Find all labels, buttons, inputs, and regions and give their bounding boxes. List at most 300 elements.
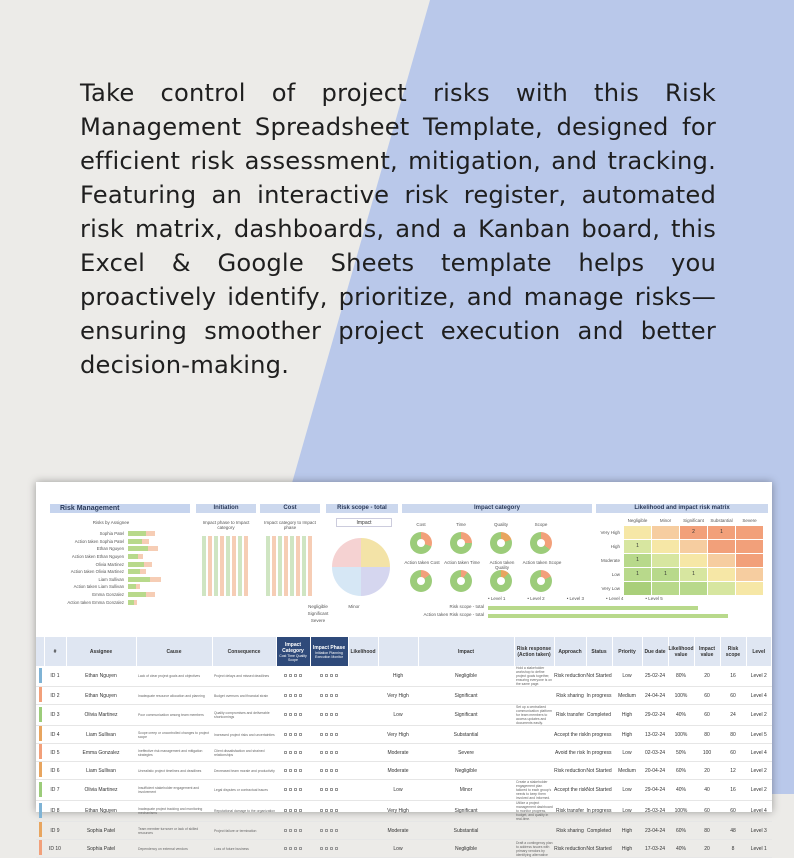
matrix-cell: 1: [624, 554, 651, 567]
cell-status: Not Started: [586, 666, 612, 687]
cell-level: Level 5: [746, 726, 772, 744]
phase-checkbox[interactable]: [325, 809, 328, 812]
category-checkbox[interactable]: [289, 769, 292, 772]
cell-due-date: 24-04-24: [642, 687, 668, 705]
phase-checkbox[interactable]: [330, 829, 333, 832]
phase-checkbox[interactable]: [325, 733, 328, 736]
phase-checkbox[interactable]: [320, 733, 323, 736]
header-assignee: Assignee: [66, 637, 136, 666]
phase-checkbox[interactable]: [330, 674, 333, 677]
phase-checkbox[interactable]: [320, 751, 323, 754]
cell-impact-category: [276, 687, 310, 705]
cell-assignee: Emma Gonzalez: [66, 744, 136, 762]
cell-risk-scope: 80: [720, 726, 746, 744]
matrix-col-label: Negligible: [627, 518, 648, 523]
assignee-label: Action taken Liam Sullivan: [73, 584, 124, 590]
cell-impact-category: [276, 801, 310, 822]
cell-priority: Medium: [612, 687, 642, 705]
cell-assignee: Olivia Martinez: [66, 705, 136, 726]
cell-approach: Risk reduction: [554, 840, 586, 858]
assignee-bar: [144, 562, 152, 567]
matrix-cell: [652, 554, 679, 567]
level-legend-item: • Level 5: [645, 596, 663, 601]
cell-response: Utilize a project management dashboard to monitor progress, budget, and quality in real-time.: [516, 801, 553, 821]
cell-risk-scope: 8: [720, 840, 746, 858]
cell-response: Set up a centralized communication platform for team members to access updates and documents easily.: [516, 705, 552, 725]
cell-spacer: [348, 705, 378, 726]
cell-approach: Accept the risk: [554, 726, 586, 744]
cell-cause: Scope creep or uncontrolled changes to project scope: [136, 726, 212, 744]
cell-consequence: Decreased team morale and productivity: [212, 762, 276, 780]
phase-checkbox[interactable]: [320, 769, 323, 772]
section-scope-total: Risk scope - total: [326, 504, 398, 513]
category-checkbox[interactable]: [299, 809, 302, 812]
category-checkbox[interactable]: [284, 847, 287, 850]
table-row[interactable]: [36, 822, 772, 840]
cell-cause: Inadequate resource allocation and planning: [136, 687, 212, 705]
row-flag: [39, 687, 42, 702]
header-level: Level: [746, 637, 772, 666]
cell-impact-category: [276, 666, 310, 687]
cell-response: Hold a stakeholder workshop to define project goals together, ensuring everyone is on the same page.: [516, 666, 553, 686]
matrix-cell: 1: [680, 568, 707, 581]
spreadsheet-preview: [36, 482, 772, 857]
phase-checkbox[interactable]: [320, 788, 323, 791]
row-flag-cell: [36, 801, 44, 822]
cell-priority: Low: [612, 666, 642, 687]
category-checkbox[interactable]: [294, 788, 297, 791]
category-checkbox[interactable]: [299, 694, 302, 697]
donut-action-time: [450, 570, 472, 592]
cell-due-date: 29-02-24: [642, 705, 668, 726]
cell-impact: Negligible: [418, 666, 514, 687]
header-impact-phase-title: Impact Phase: [312, 644, 346, 651]
row-flag-cell: [36, 744, 44, 762]
cell-priority: High: [612, 822, 642, 840]
cell-approach: Risk sharing: [554, 822, 586, 840]
phase-checkbox[interactable]: [335, 733, 338, 736]
phase-checkbox[interactable]: [335, 829, 338, 832]
action-quality-label: Action taken Quality: [489, 560, 515, 570]
cell-id: ID 1: [44, 666, 66, 687]
header-response: Risk response (Action taken): [514, 637, 554, 666]
cell-spacer: [348, 744, 378, 762]
donut-quality: [490, 532, 512, 554]
cell-consequence: Increased project risks and uncertainties: [212, 726, 276, 744]
table-row[interactable]: [36, 744, 772, 762]
cell-likelihood-value: 40%: [668, 780, 694, 801]
cell-assignee: Ethan Nguyen: [66, 801, 136, 822]
category-checkbox[interactable]: [289, 694, 292, 697]
matrix-col-label: Substantial: [710, 518, 733, 523]
category-checkbox[interactable]: [299, 751, 302, 754]
assignee-bar: [128, 554, 138, 559]
row-flag: [39, 762, 42, 777]
legend-significant: Significant: [307, 611, 329, 616]
phase-checkbox[interactable]: [330, 847, 333, 850]
cell-response: [514, 762, 554, 780]
cell-approach: Accept the risk: [554, 780, 586, 801]
phase-checkbox[interactable]: [325, 694, 328, 697]
cell-impact-phase: [310, 762, 348, 780]
cell-level: Level 2: [746, 762, 772, 780]
level-legend: [488, 596, 768, 601]
cell-priority: Medium: [612, 762, 642, 780]
cell-impact-category: [276, 744, 310, 762]
category-checkbox[interactable]: [299, 847, 302, 850]
assignee-bar: [150, 577, 161, 582]
stripe-bar: [220, 536, 224, 596]
category-checkbox[interactable]: [299, 829, 302, 832]
matrix-cell: [624, 582, 651, 595]
cell-approach: Risk reduction: [554, 762, 586, 780]
cell-due-date: 13-02-24: [642, 726, 668, 744]
category-checkbox[interactable]: [284, 769, 287, 772]
dashboard-title: Risk Management: [50, 504, 190, 513]
phase-checkbox[interactable]: [335, 713, 338, 716]
cell-status: Not Started: [586, 762, 612, 780]
phase-checkbox[interactable]: [330, 694, 333, 697]
cell-risk-scope: 60: [720, 687, 746, 705]
cell-impact: Negligible: [418, 762, 514, 780]
cell-impact-category: [276, 762, 310, 780]
phase-checkbox[interactable]: [330, 751, 333, 754]
category-checkbox[interactable]: [299, 733, 302, 736]
cell-level: Level 4: [746, 687, 772, 705]
matrix-cell: [736, 582, 763, 595]
category-checkbox[interactable]: [289, 713, 292, 716]
phase-checkbox[interactable]: [335, 809, 338, 812]
cell-approach: Risk transfer: [554, 801, 586, 822]
cell-spacer: [348, 726, 378, 744]
category-checkbox[interactable]: [294, 751, 297, 754]
row-flag: [39, 822, 42, 837]
donut-scope: [530, 532, 552, 554]
cell-assignee: Sophia Patel: [66, 840, 136, 858]
stripe-bar: [232, 536, 236, 596]
assignee-row: [50, 538, 180, 546]
phase-checkbox[interactable]: [325, 788, 328, 791]
header-impact-value: Impact value: [694, 637, 720, 666]
row-flag-cell: [36, 687, 44, 705]
cell-impact-category: [276, 726, 310, 744]
phase-checkbox[interactable]: [335, 788, 338, 791]
cell-status: Completed: [586, 705, 612, 726]
cell-id: ID 8: [44, 801, 66, 822]
category-checkbox[interactable]: [289, 829, 292, 832]
phase-checkbox[interactable]: [325, 829, 328, 832]
assignee-row: [50, 598, 180, 606]
cell-status: In progress: [586, 744, 612, 762]
row-flag: [39, 668, 42, 683]
cell-response: [514, 744, 554, 762]
cell-impact-phase: [310, 744, 348, 762]
cell-likelihood: Low: [378, 705, 418, 726]
assignee-bar: [128, 562, 144, 567]
donut-label-scope: Scope: [534, 522, 548, 527]
category-checkbox[interactable]: [284, 674, 287, 677]
phase-checkbox[interactable]: [320, 674, 323, 677]
category-checkbox[interactable]: [294, 694, 297, 697]
cell-id: ID 10: [44, 840, 66, 858]
phase-checkbox[interactable]: [335, 751, 338, 754]
matrix-col-label: Significant: [683, 518, 704, 523]
category-checkbox[interactable]: [294, 713, 297, 716]
header-likelihood-value: Likelihood value: [668, 637, 694, 666]
header-flag: [36, 637, 44, 666]
cell-impact-category: [276, 840, 310, 858]
cell-impact: Significant: [418, 801, 514, 822]
impact-pie: [332, 538, 390, 596]
cell-spacer: [348, 687, 378, 705]
phase-checkbox[interactable]: [320, 694, 323, 697]
legend-severe: Severe: [310, 618, 326, 623]
cell-consequence: Budget overruns and financial strain: [212, 687, 276, 705]
matrix-cell: [708, 582, 735, 595]
cell-consequence: Reputational damage to the organization: [212, 801, 276, 822]
phase-checkbox[interactable]: [320, 809, 323, 812]
assignee-bar: [128, 539, 142, 544]
table-row[interactable]: [36, 801, 772, 822]
matrix-cell: 1: [624, 540, 651, 553]
row-flag-cell: [36, 666, 44, 687]
table-row[interactable]: [36, 762, 772, 780]
phase-checkbox[interactable]: [320, 713, 323, 716]
cell-impact-phase: [310, 687, 348, 705]
scope-total-label: Risk scope - total: [449, 604, 484, 609]
assignee-label: Action taken Olivia Martinez: [70, 569, 124, 575]
header-risk-scope: Risk scope: [720, 637, 746, 666]
phase-checkbox[interactable]: [325, 751, 328, 754]
table-row[interactable]: [36, 705, 772, 726]
phase-checkbox[interactable]: [325, 769, 328, 772]
matrix-cell: [624, 526, 651, 539]
cell-due-date: 25-03-24: [642, 801, 668, 822]
cell-impact-phase: [310, 705, 348, 726]
header-impact-phase-sub: Initiation Planning Execution Monitor: [314, 650, 343, 659]
cell-assignee: Ethan Nguyen: [66, 666, 136, 687]
phase-checkbox[interactable]: [330, 809, 333, 812]
legend-minor: Minor: [348, 604, 360, 609]
phase-checkbox[interactable]: [330, 769, 333, 772]
category-checkbox[interactable]: [299, 713, 302, 716]
matrix-row-label: High: [610, 544, 620, 549]
cell-impact: Severe: [418, 744, 514, 762]
table-row[interactable]: [36, 780, 772, 801]
phase-checkbox[interactable]: [320, 829, 323, 832]
row-flag: [39, 726, 42, 741]
phase-checkbox[interactable]: [325, 847, 328, 850]
assignee-label: Action taken Emma Gonzalez: [67, 599, 124, 605]
category-checkbox[interactable]: [289, 788, 292, 791]
assignee-bar: [128, 531, 146, 536]
header-likelihood: Likelihood: [348, 637, 378, 666]
stripe-bar: [284, 536, 288, 596]
stripe-bar: [290, 536, 294, 596]
cell-priority: Low: [612, 744, 642, 762]
cell-level: Level 3: [746, 822, 772, 840]
stripe-bar: [266, 536, 270, 596]
matrix-cell: [736, 540, 763, 553]
assignee-bar: [128, 546, 148, 551]
assignee-bar: [146, 531, 155, 536]
cell-level: Level 2: [746, 780, 772, 801]
category-checkbox[interactable]: [284, 713, 287, 716]
category-checkbox[interactable]: [294, 769, 297, 772]
header-spacer: [378, 637, 418, 666]
assignee-row: [50, 530, 180, 538]
cell-impact-value: 40: [694, 780, 720, 801]
cell-consequence: Loss of future business: [212, 840, 276, 858]
cell-risk-scope: 12: [720, 762, 746, 780]
table-row[interactable]: [36, 687, 772, 705]
donut-label-quality: Quality: [493, 522, 508, 527]
donut-action-scope: [530, 570, 552, 592]
category-checkbox[interactable]: [289, 751, 292, 754]
matrix-cell: [736, 568, 763, 581]
assignee-row: [50, 553, 180, 561]
cell-consequence: Project failure or termination: [212, 822, 276, 840]
cell-cause: Poor communication among team members: [136, 705, 212, 726]
category-checkbox[interactable]: [284, 694, 287, 697]
cell-impact-category: [276, 705, 310, 726]
category-checkbox[interactable]: [284, 829, 287, 832]
cell-impact-phase: [310, 666, 348, 687]
cell-impact-phase: [310, 780, 348, 801]
cell-status: In progress: [586, 801, 612, 822]
cell-impact: Negligible: [418, 840, 514, 858]
category-checkbox[interactable]: [289, 847, 292, 850]
cell-risk-scope: 48: [720, 822, 746, 840]
stripe-bar: [302, 536, 306, 596]
row-flag-cell: [36, 780, 44, 801]
category-checkbox[interactable]: [284, 788, 287, 791]
category-checkbox[interactable]: [299, 674, 302, 677]
header-impact-category-title: Impact Category: [282, 641, 304, 654]
category-checkbox[interactable]: [284, 751, 287, 754]
impact-tab[interactable]: Impact: [336, 518, 392, 527]
cell-assignee: Olivia Martinez: [66, 780, 136, 801]
cell-likelihood: Moderate: [378, 822, 418, 840]
cell-impact-value: 80: [694, 726, 720, 744]
row-flag-cell: [36, 705, 44, 726]
donut-action-cost: [410, 570, 432, 592]
cell-impact-phase: [310, 840, 348, 858]
cell-impact-phase: [310, 801, 348, 822]
assignee-bar: [142, 539, 149, 544]
assignee-bar: [134, 600, 137, 605]
donut-action-quality: [490, 570, 512, 592]
assignee-label: Liam Sullivan: [98, 576, 124, 582]
level-legend-item: • Level 3: [566, 596, 585, 601]
cell-status: Completed: [586, 822, 612, 840]
cell-cause: Lack of clear project goals and objectives: [136, 666, 212, 687]
cell-likelihood-value: 80%: [668, 666, 694, 687]
category-checkbox[interactable]: [289, 733, 292, 736]
section-impact-category: Impact category: [402, 504, 592, 513]
cell-id: ID 2: [44, 687, 66, 705]
category-checkbox[interactable]: [289, 674, 292, 677]
cell-assignee: Ethan Nguyen: [66, 687, 136, 705]
cell-approach: Risk reduction: [554, 666, 586, 687]
assignee-bar: [128, 592, 146, 597]
assignee-bar: [128, 584, 136, 589]
action-time-label: Action taken Time: [444, 560, 480, 565]
matrix-cell: [680, 582, 707, 595]
phase-checkbox[interactable]: [330, 788, 333, 791]
header-impact-category: [276, 637, 310, 666]
assignee-row: [50, 583, 180, 591]
assignee-chart: [50, 530, 180, 606]
assignee-label: Action taken Sophia Patel: [74, 538, 124, 544]
phase-checkbox[interactable]: [335, 847, 338, 850]
cell-due-date: 02-03-24: [642, 744, 668, 762]
action-scope-total-label: Action taken Risk scope - total: [423, 612, 484, 617]
assignee-bar: [128, 569, 140, 574]
header-priority: Priority: [612, 637, 642, 666]
phase-checkbox[interactable]: [325, 674, 328, 677]
category-checkbox[interactable]: [294, 674, 297, 677]
phase-checkbox[interactable]: [335, 694, 338, 697]
cell-assignee: Liam Sullivan: [66, 726, 136, 744]
category-checkbox[interactable]: [299, 769, 302, 772]
cell-response: Create a stakeholder engagement plan tailored to each group's needs to keep them involved and informed.: [514, 780, 554, 801]
matrix-cell: [736, 554, 763, 567]
phase-checkbox[interactable]: [330, 733, 333, 736]
cell-likelihood-value: 100%: [668, 726, 694, 744]
phase-checkbox[interactable]: [335, 769, 338, 772]
cell-id: ID 5: [44, 744, 66, 762]
category-checkbox[interactable]: [299, 788, 302, 791]
cell-consequence: Quality compromises and deliverable shortcomings: [212, 705, 276, 726]
category-checkbox[interactable]: [284, 809, 287, 812]
cell-priority: High: [612, 840, 642, 858]
risk-matrix: [624, 526, 763, 595]
cell-impact-value: 60: [694, 687, 720, 705]
matrix-row-label: Moderate: [600, 558, 620, 563]
table-row[interactable]: [36, 840, 772, 858]
phase-stripe-chart: [202, 536, 248, 596]
category-checkbox[interactable]: [294, 829, 297, 832]
donut-time: [450, 532, 472, 554]
category-checkbox[interactable]: [294, 809, 297, 812]
cell-response: [514, 822, 554, 840]
header-impact: Impact: [418, 637, 514, 666]
cell-risk-scope: 60: [720, 801, 746, 822]
matrix-cell: 2: [680, 526, 707, 539]
cell-id: ID 9: [44, 822, 66, 840]
table-row[interactable]: [36, 726, 772, 744]
category-checkbox[interactable]: [294, 847, 297, 850]
phase-checkbox[interactable]: [325, 713, 328, 716]
cell-impact-value: 60: [694, 801, 720, 822]
row-flag-cell: [36, 726, 44, 744]
phase-checkbox[interactable]: [330, 713, 333, 716]
cell-assignee: Sophia Patel: [66, 822, 136, 840]
category-checkbox[interactable]: [284, 733, 287, 736]
phase-checkbox[interactable]: [335, 674, 338, 677]
assignee-bar: [128, 577, 150, 582]
category-checkbox[interactable]: [289, 809, 292, 812]
header-id: #: [44, 637, 66, 666]
assignee-label: Olivia Martinez: [95, 561, 124, 567]
phase-checkbox[interactable]: [320, 847, 323, 850]
cell-likelihood: Moderate: [378, 744, 418, 762]
category-checkbox[interactable]: [294, 733, 297, 736]
cell-impact-value: 20: [694, 666, 720, 687]
table-row[interactable]: [36, 666, 772, 687]
level-legend-item: • Level 2: [527, 596, 545, 601]
